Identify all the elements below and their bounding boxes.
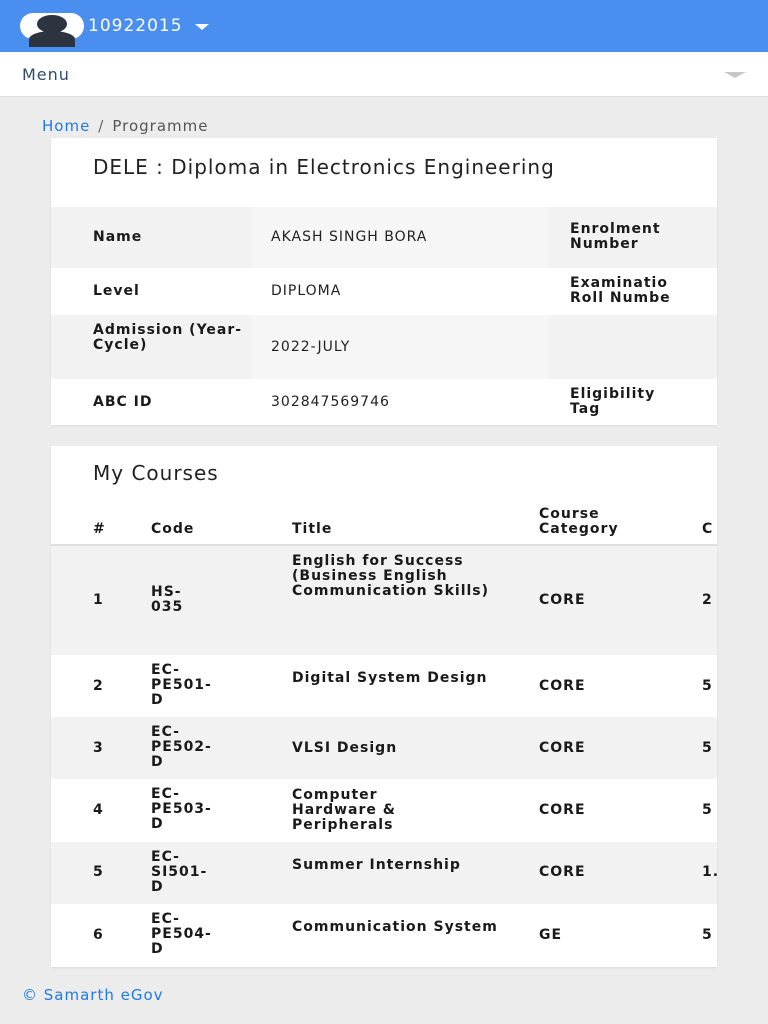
info-row-level [51, 268, 717, 315]
row-credit: 5 [702, 678, 713, 694]
programme-card [51, 138, 717, 425]
row-num: 2 [93, 678, 104, 694]
row-code: EC- PE504- D [151, 911, 212, 957]
row-code: EC- PE503- D [151, 786, 212, 832]
admission-value: 2022-JULY [271, 339, 351, 355]
level-label: Level [93, 283, 140, 299]
row-title: VLSI Design [292, 740, 398, 756]
table-row [51, 779, 717, 842]
row-category: GE [539, 927, 563, 943]
breadcrumb-separator: / [98, 117, 105, 135]
enrolment-number-label: Enrolment Number [570, 221, 661, 252]
eligibility-tag-label: Eligibility Tag [570, 386, 656, 417]
row-credit: 5 [702, 802, 713, 818]
top-navbar [0, 0, 768, 52]
row-category: CORE [539, 802, 586, 818]
info-row-name [51, 207, 717, 268]
row-title: Digital System Design [292, 670, 488, 686]
col-header-code: Code [151, 521, 195, 537]
row-num: 6 [93, 927, 104, 943]
row-credit: 5 [702, 927, 713, 943]
name-value: AKASH SINGH BORA [271, 229, 428, 245]
user-avatar-icon[interactable] [20, 13, 84, 39]
row-num: 3 [93, 740, 104, 756]
breadcrumb-current: Programme [112, 117, 209, 135]
row-num: 4 [93, 802, 104, 818]
courses-title: My Courses [93, 461, 219, 485]
table-row [51, 717, 717, 779]
courses-table-header [51, 501, 717, 546]
user-dropdown-chevron-icon[interactable] [195, 24, 209, 30]
row-credit: 2 [702, 592, 713, 608]
courses-card [51, 446, 720, 967]
level-value: DIPLOMA [271, 283, 342, 299]
info-row-abc-id [51, 379, 717, 425]
name-label: Name [93, 229, 143, 245]
row-code: EC- PE502- D [151, 724, 212, 770]
col-header-num: # [93, 521, 106, 537]
breadcrumb-home-link[interactable]: Home [42, 117, 91, 135]
breadcrumb [42, 117, 209, 135]
row-category: CORE [539, 678, 586, 694]
row-title: Computer Hardware & Peripherals [292, 787, 396, 833]
row-credit: 1. [702, 864, 720, 880]
row-title: Communication System [292, 919, 498, 935]
table-row [51, 655, 717, 717]
row-category: CORE [539, 592, 586, 608]
programme-title: DELE : Diploma in Electronics Engineering [93, 155, 555, 179]
col-header-title: Title [292, 521, 333, 537]
row-code: EC- PE501- D [151, 662, 212, 708]
abc-id-link[interactable]: 302847569746 [271, 394, 390, 410]
menu-chevron-down-icon[interactable] [724, 72, 746, 78]
info-row-admission [51, 315, 717, 379]
row-title: Summer Internship [292, 857, 461, 873]
row-code: HS- 035 [151, 584, 184, 615]
row-credit: 5 [702, 740, 713, 756]
menu-bar [0, 52, 768, 97]
menu-toggle[interactable]: Menu [22, 65, 70, 84]
examination-roll-number-label: Examinatio Roll Numbe [570, 275, 671, 306]
row-category: CORE [539, 864, 586, 880]
table-row [51, 842, 720, 904]
admission-label: Admission (Year-Cycle) [93, 322, 243, 353]
table-row [51, 546, 717, 655]
col-header-credit: C [702, 521, 714, 537]
footer-link[interactable]: © Samarth eGov [22, 986, 164, 1004]
abc-id-label: ABC ID [93, 394, 153, 410]
row-num: 1 [93, 592, 104, 608]
user-id-label[interactable]: 10922015 [88, 16, 183, 36]
row-category: CORE [539, 740, 586, 756]
row-title: English for Success (Business English Communication Skills) [292, 553, 490, 599]
table-row [51, 904, 717, 967]
row-code: EC- SI501- D [151, 849, 208, 895]
row-num: 5 [93, 864, 104, 880]
col-header-category: Course Category [539, 506, 619, 537]
